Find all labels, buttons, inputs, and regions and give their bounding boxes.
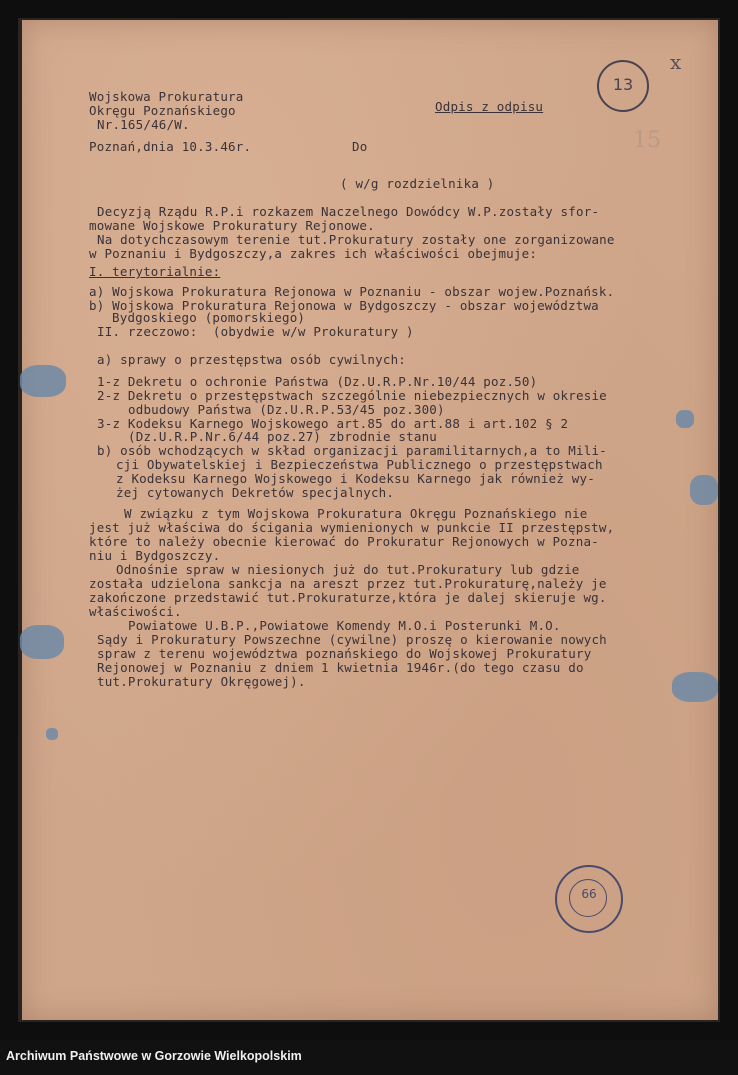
tape-stain <box>676 410 694 428</box>
addressee: ( w/g rozdzielnika ) <box>340 176 495 191</box>
body-line: W związku z tym Wojskowa Prokuratura Okręgu Poznańskiego nie <box>124 506 588 521</box>
place-date: Poznań,dnia 10.3.46r. <box>89 139 252 154</box>
archive-footer <box>0 1040 738 1075</box>
body-line: a) sprawy o przestępstwa osób cywilnych: <box>97 352 407 367</box>
archive-stamp <box>555 865 623 933</box>
body-line: b) Wojskowa Prokuratura Rejonowa w Bydgoszczy - obszar województwa <box>89 298 599 313</box>
body-line: Na dotychczasowym terenie tut.Prokuratury zostały one zorganizowane <box>97 232 615 247</box>
tape-stain <box>20 625 64 659</box>
section-heading: II. rzeczowo: (obydwie w/w Prokuratury ) <box>97 324 414 339</box>
tape-stain <box>46 728 58 740</box>
tape-stain <box>690 475 718 505</box>
reference-number: Nr.165/46/W. <box>97 117 190 132</box>
pencil-mark-15: 15 <box>633 128 661 153</box>
body-line: odbudowy Państwa (Dz.U.R.P.53/45 poz.300) <box>128 402 445 417</box>
body-line: Decyzją Rządu R.P.i rozkazem Naczelnego Dowódcy W.P.zostały sfor- <box>97 204 600 219</box>
body-line: (Dz.U.R.P.Nr.6/44 poz.27) zbrodnie stanu <box>128 429 438 444</box>
tape-stain <box>672 672 718 702</box>
body-line: a) Wojskowa Prokuratura Rejonowa w Poznaniu - obszar wojew.Poznańsk. <box>89 284 615 299</box>
body-line: mowane Wojskowe Prokuratury Rejonowe. <box>89 218 375 233</box>
circled-page-number <box>597 60 649 112</box>
body-line: jest już właściwa do ścigania wymienionych w punkcie II przestępstw, <box>89 520 615 535</box>
body-line: niu i Bydgoszczy. <box>89 548 221 563</box>
sender-line-1: Wojskowa Prokuratura <box>89 89 244 104</box>
body-line: Powiatowe U.B.P.,Powiatowe Komendy M.O.i Posterunki M.O. <box>128 618 561 633</box>
section-heading: I. terytorialnie: <box>89 264 221 279</box>
body-line: właściwości. <box>89 604 182 619</box>
body-line: Sądy i Prokuratury Powszechne (cywilne) proszę o kierowanie nowych <box>97 632 607 647</box>
body-line: 1-z Dekretu o ochronie Państwa (Dz.U.R.P.Nr.10/44 poz.50) <box>97 374 538 389</box>
sender-line-2: Okręgu Poznańskiego <box>89 103 236 118</box>
copy-note: Odpis z odpisu <box>435 99 544 114</box>
body-line: spraw z terenu województwa poznańskiego do Wojskowej Prokuratury <box>97 646 592 661</box>
body-line: została udzielona sankcja na areszt przez tut.Prokuraturę,należy je <box>89 576 607 591</box>
tape-stain <box>20 365 66 397</box>
body-line: Odnośnie spraw w niesionych już do tut.Prokuratury lub gdzie <box>116 562 580 577</box>
body-line: zakończone przedstawić tut.Prokuraturze,która je dalej skieruje wg. <box>89 590 607 605</box>
body-line: Bydgoskiego (pomorskiego) <box>112 310 306 325</box>
body-line: Rejonowej w Poznaniu z dniem 1 kwietnia 1946r.(do tego czasu do <box>97 660 584 675</box>
body-line: tut.Prokuratury Okręgowej). <box>97 674 306 689</box>
archive-stamp-number: 66 <box>581 887 597 901</box>
circled-page-number-text: 13 <box>612 75 634 94</box>
body-line: cji Obywatelskiej i Bezpieczeństwa Publicznego o przestępstwach <box>116 457 603 472</box>
body-line: w Poznaniu i Bydgoszczy,a zakres ich właściwości obejmuje: <box>89 246 538 261</box>
body-line: z Kodeksu Karnego Wojskowego i Kodeksu Karnego jak również wy- <box>116 471 595 486</box>
body-line: żej cytowanych Dekretów specjalnych. <box>116 485 395 500</box>
pencil-mark-x: x <box>670 50 682 74</box>
archive-name: Archiwum Państwowe w Gorzowie Wielkopolskim <box>6 1049 302 1063</box>
to-label: Do <box>352 139 368 154</box>
body-line: 2-z Dekretu o przestępstwach szczególnie niebezpiecznych w okresie <box>97 388 607 403</box>
body-line: b) osób wchodzących w skład organizacji paramilitarnych,a to Mili- <box>97 443 607 458</box>
body-line: 3-z Kodeksu Karnego Wojskowego art.85 do art.88 i art.102 § 2 <box>97 416 569 431</box>
body-line: które to należy obecnie kierować do Prokuratur Rejonowych w Pozna- <box>89 534 599 549</box>
